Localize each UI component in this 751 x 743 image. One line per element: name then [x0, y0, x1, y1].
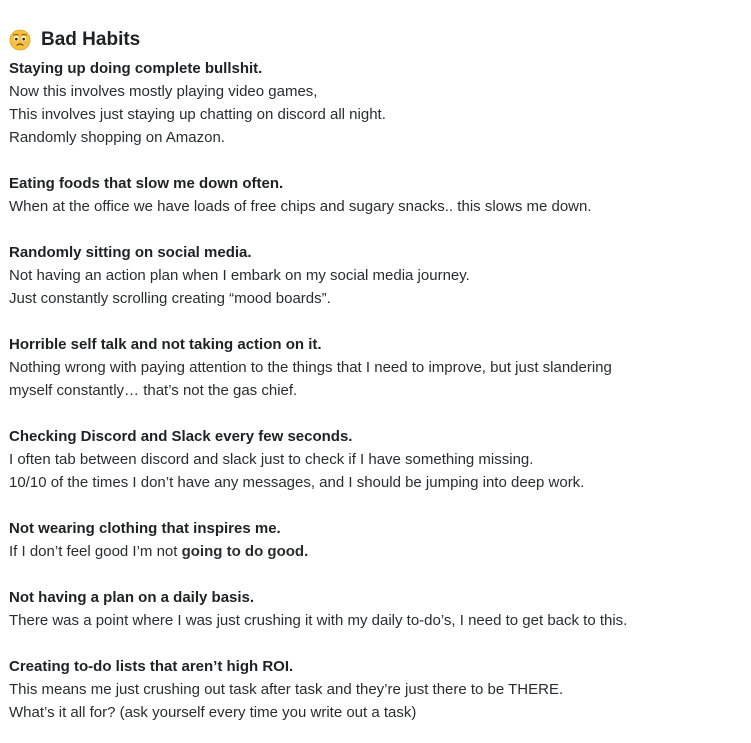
- habit-line: I often tab between discord and slack just to check if I have something missing.: [9, 451, 534, 468]
- habit-section: [9, 333, 751, 402]
- habit-line: There was a point where I was just crushing it with my daily to-do’s, I need to get back to this.: [9, 612, 628, 629]
- habit-line: Nothing wrong with paying attention to the things that I need to improve, but just slandering: [9, 359, 612, 376]
- habit-line: Just constantly scrolling creating “mood boards”.: [9, 290, 331, 307]
- page-header: [9, 26, 751, 54]
- habit-section: [9, 241, 751, 310]
- habit-line: This means me just crushing out task after task and they’re just there to be THERE.: [9, 681, 564, 698]
- habit-line: This involves just staying up chatting on discord all night.: [9, 106, 386, 123]
- habit-heading: Staying up doing complete bullshit.: [9, 60, 263, 77]
- habit-heading: Horrible self talk and not taking action on it.: [9, 336, 322, 353]
- habit-line: When at the office we have loads of free chips and sugary snacks.. this slows me down.: [9, 198, 592, 215]
- habit-line: [9, 540, 751, 563]
- habit-line: Now this involves mostly playing video games,: [9, 83, 318, 100]
- habit-heading: Not having a plan on a daily basis.: [9, 589, 255, 606]
- habit-line: Randomly shopping on Amazon.: [9, 129, 225, 146]
- habit-section: [9, 655, 751, 724]
- habit-section: [9, 425, 751, 494]
- habit-section: [9, 172, 751, 218]
- anxious-face-emoji-icon: [9, 29, 31, 51]
- habit-line-emphasis: going to do good.: [181, 543, 309, 560]
- page-title: Bad Habits: [41, 29, 141, 50]
- habit-heading: Not wearing clothing that inspires me.: [9, 520, 281, 537]
- habit-section: [9, 586, 751, 632]
- habit-section: [9, 57, 751, 149]
- habit-line: 10/10 of the times I don’t have any messages, and I should be jumping into deep work.: [9, 474, 585, 491]
- habit-heading: Eating foods that slow me down often.: [9, 175, 284, 192]
- habit-heading: Randomly sitting on social media.: [9, 244, 252, 261]
- habit-section: [9, 517, 751, 563]
- habit-line: Not having an action plan when I embark on my social media journey.: [9, 267, 470, 284]
- habit-heading: Checking Discord and Slack every few seconds.: [9, 428, 353, 445]
- habit-line: myself constantly… that’s not the gas chief.: [9, 382, 298, 399]
- habit-line-text: If I don’t feel good I’m not: [9, 543, 182, 560]
- habit-line: What’s it all for? (ask yourself every time you write out a task): [9, 704, 417, 721]
- habit-heading: Creating to-do lists that aren’t high ROI.: [9, 658, 294, 675]
